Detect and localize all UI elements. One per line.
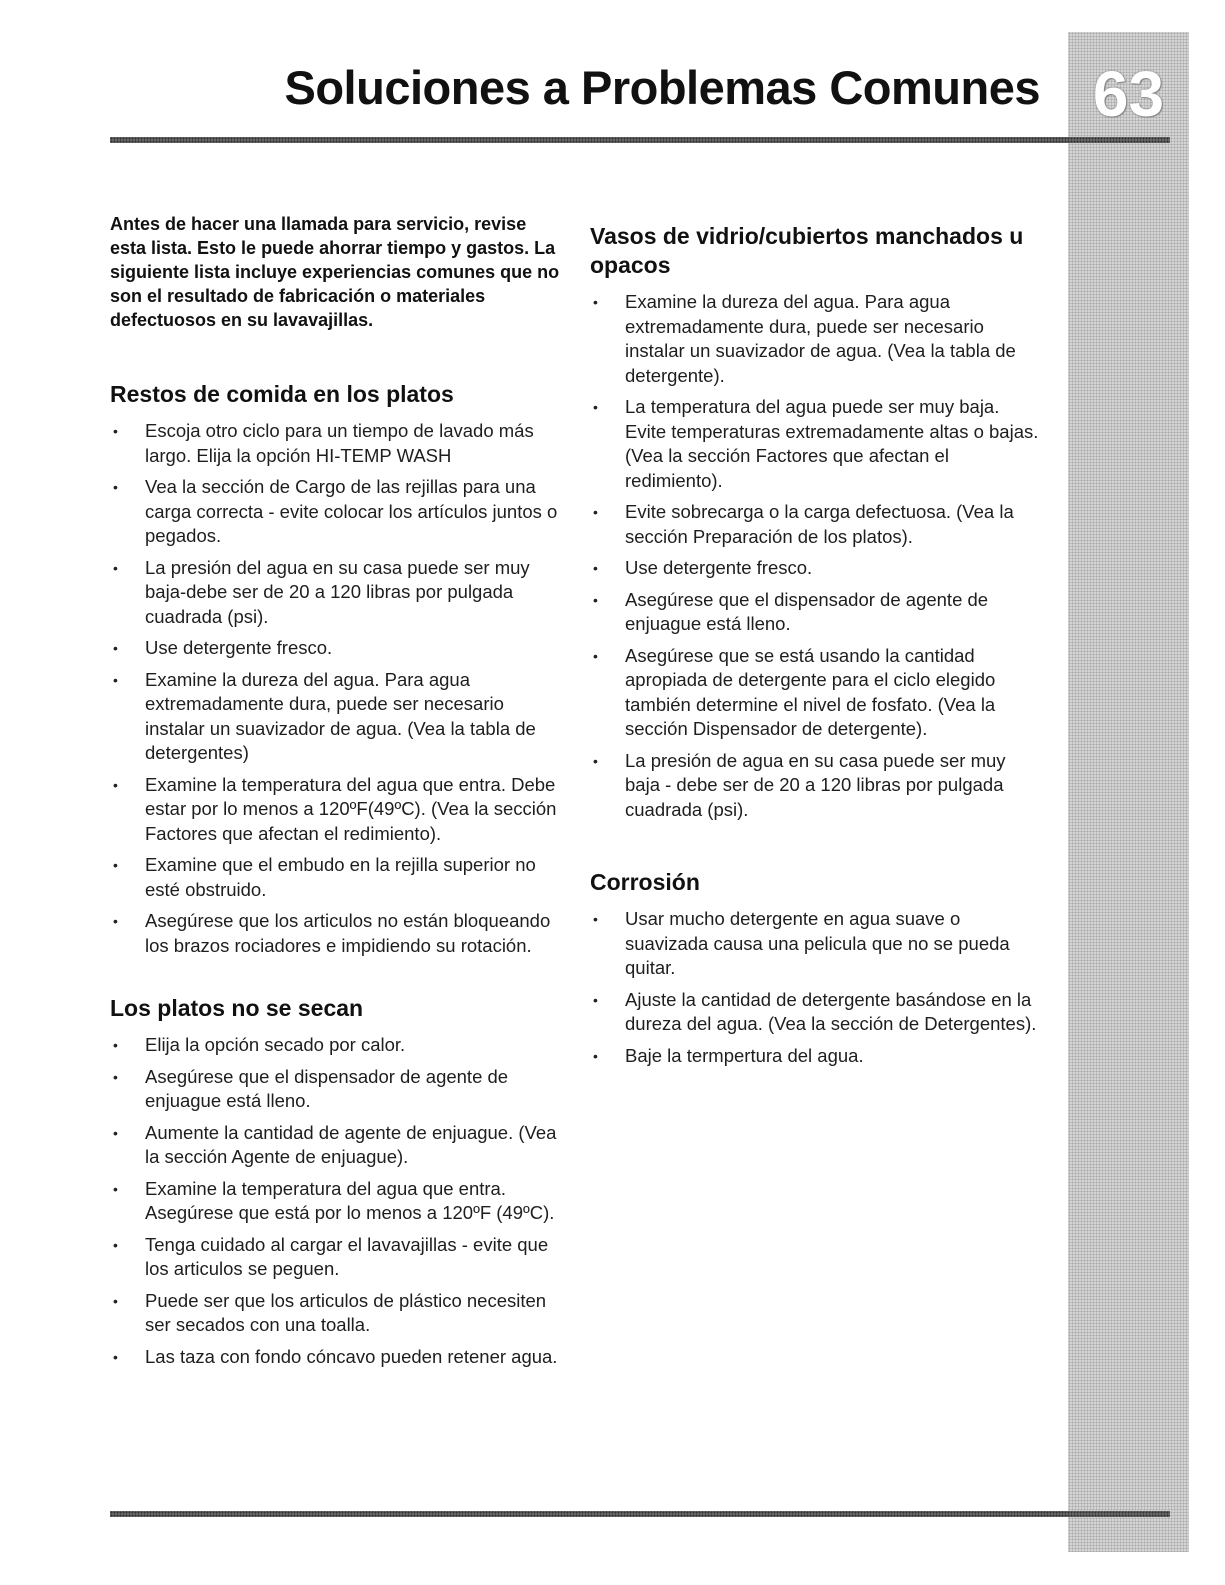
list-item: • Baje la termpertura del agua. xyxy=(590,1044,1040,1069)
section-heading-restos: Restos de comida en los platos xyxy=(110,381,454,407)
list-item: • Examine la dureza del agua. Para agua extremadamente dura, puede ser necesario instalar un suavizador de agua. (Vea la tabla de detergente). xyxy=(590,290,1040,388)
list-item: • Examine la temperatura del agua que entra. Asegúrese que está por lo menos a 120ºF (49ºC). xyxy=(110,1177,560,1226)
list-item: • Vea la sección de Cargo de las rejillas para una carga correcta - evite colocar los artículos juntos o pegados. xyxy=(110,475,560,549)
left-column xyxy=(110,212,560,1376)
list-item: • La presión del agua en su casa puede ser muy baja-debe ser de 20 a 120 libras por pulgada cuadrada (psi). xyxy=(110,556,560,630)
list-vasos xyxy=(590,290,1040,822)
list-corrosion xyxy=(590,907,1040,1068)
intro-text: Antes de hacer una llamada para servicio, revise esta lista. Esto le puede ahorrar tiempo y gastos. La siguiente lista incluye experiencias comunes que no son el resultado de fabricación o materiales defectuosos en su lavavajillas. xyxy=(110,214,560,330)
list-item: • La presión de agua en su casa puede ser muy baja - debe ser de 20 a 120 libras por pulgada cuadrada (psi). xyxy=(590,749,1040,823)
section-heading-vasos: Vasos de vidrio/cubiertos manchados u opacos xyxy=(590,223,1024,278)
list-item: • Asegúrese que el dispensador de agente de enjuague está lleno. xyxy=(110,1065,560,1114)
section-heading-corrosion: Corrosión xyxy=(590,869,700,895)
list-item: • Examine la dureza del agua. Para agua extremadamente dura, puede ser necesario instalar un suavizador de agua. (Vea la tabla de detergentes) xyxy=(110,668,560,766)
page-number: 63 xyxy=(1092,58,1165,130)
list-item: • Examine la temperatura del agua que entra. Debe estar por lo menos a 120ºF(49ºC). (Vea la sección Factores que afectan el redimiento). xyxy=(110,773,560,847)
list-item: • Asegúrese que el dispensador de agente de enjuague está lleno. xyxy=(590,588,1040,637)
list-secan xyxy=(110,1033,560,1369)
right-column xyxy=(590,222,1040,1075)
list-item: • Puede ser que los articulos de plástico necesiten ser secados con una toalla. xyxy=(110,1289,560,1338)
list-item: • Las taza con fondo cóncavo pueden retener agua. xyxy=(110,1345,560,1370)
list-item: • La temperatura del agua puede ser muy baja. Evite temperaturas extremadamente altas o bajas. (Vea la sección Factores que afectan el redimiento). xyxy=(590,395,1040,493)
list-item: • Aumente la cantidad de agente de enjuague. (Vea la sección Agente de enjuague). xyxy=(110,1121,560,1170)
list-item: • Escoja otro ciclo para un tiempo de lavado más largo. Elija la opción HI-TEMP WASH xyxy=(110,419,560,468)
section-heading-secan: Los platos no se secan xyxy=(110,995,364,1021)
list-item: • Evite sobrecarga o la carga defectuosa. (Vea la sección Preparación de los platos). xyxy=(590,500,1040,549)
list-restos xyxy=(110,419,560,958)
list-item: • Usar mucho detergente en agua suave o suavizada causa una pelicula que no se pueda quitar. xyxy=(590,907,1040,981)
list-item: • Asegúrese que los articulos no están bloqueando los brazos rociadores e impidiendo su rotación. xyxy=(110,909,560,958)
list-item: • Asegúrese que se está usando la cantidad apropiada de detergente para el ciclo elegido también determine el nivel de fosfato. (Vea la sección Dispensador de detergente). xyxy=(590,644,1040,742)
list-item: • Use detergente fresco. xyxy=(590,556,1040,581)
footer-rule xyxy=(110,1511,1170,1517)
header-rule xyxy=(110,137,1170,143)
list-item: • Ajuste la cantidad de detergente basándose en la dureza del agua. (Vea la sección de Detergentes). xyxy=(590,988,1040,1037)
page-title: Soluciones a Problemas Comunes xyxy=(284,61,1040,114)
list-item: • Tenga cuidado al cargar el lavavajillas - evite que los articulos se peguen. xyxy=(110,1233,560,1282)
page-tab-band xyxy=(1068,32,1189,1552)
list-item: • Elija la opción secado por calor. xyxy=(110,1033,560,1058)
list-item: • Examine que el embudo en la rejilla superior no esté obstruido. xyxy=(110,853,560,902)
list-item: • Use detergente fresco. xyxy=(110,636,560,661)
